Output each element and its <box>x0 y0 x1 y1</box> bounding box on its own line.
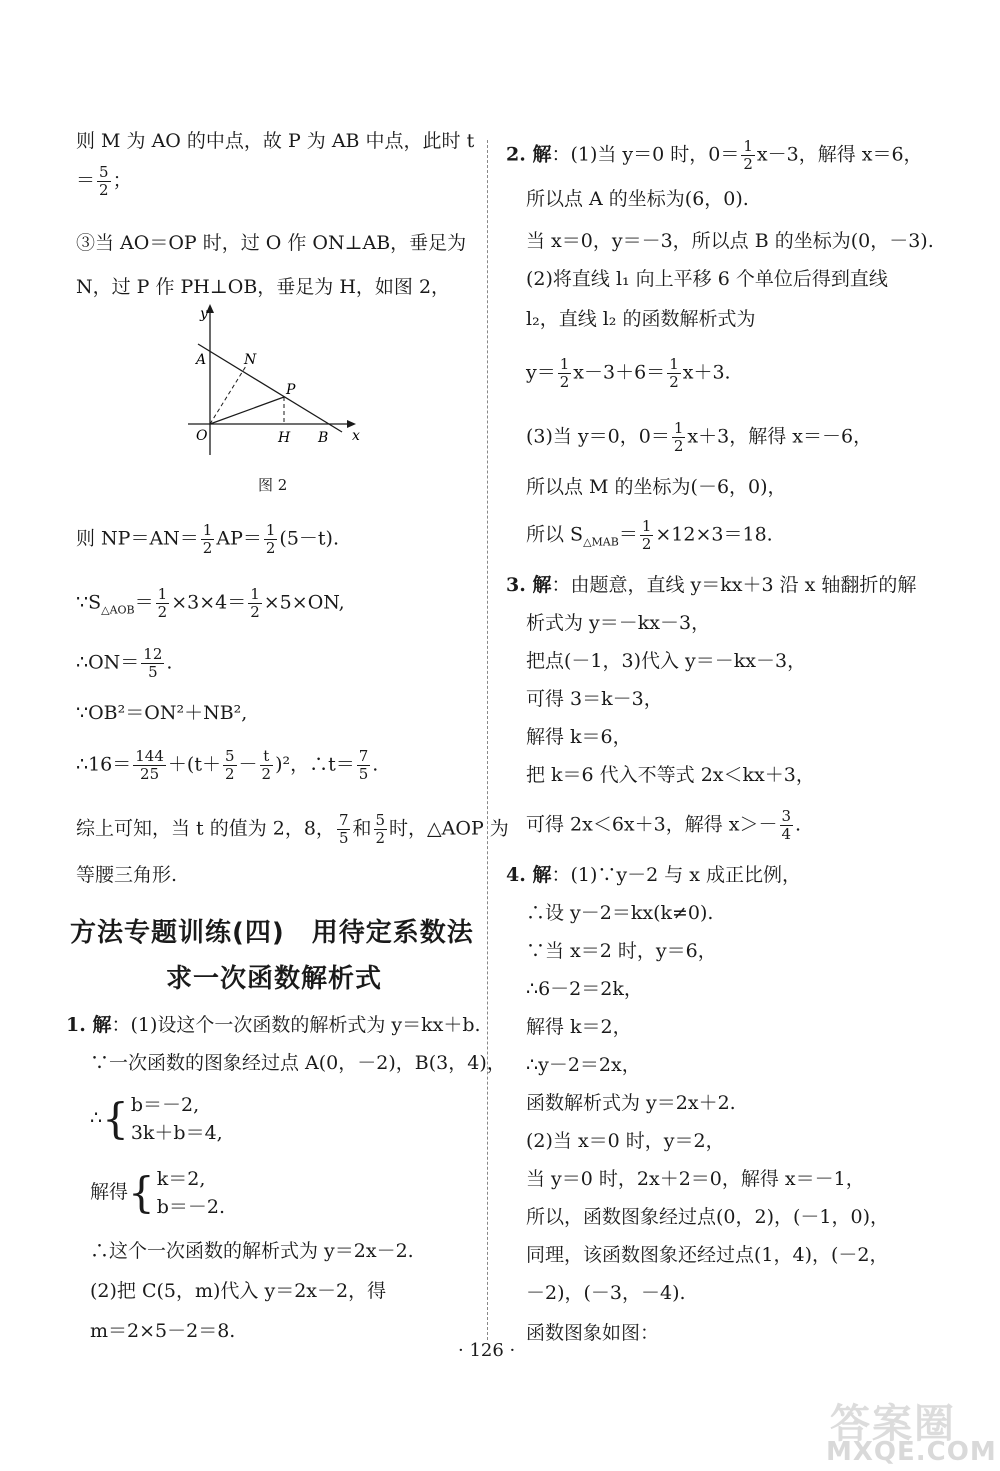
fraction <box>156 586 170 621</box>
denominator: 4 <box>781 825 792 843</box>
fraction <box>558 356 572 391</box>
denominator: 2 <box>641 535 652 553</box>
segment-on <box>210 366 246 424</box>
text: ×5×ON, <box>263 591 345 614</box>
label-n: N <box>244 352 257 368</box>
numerator: t <box>260 748 274 766</box>
text-line <box>66 1012 481 1038</box>
text: . <box>166 651 173 674</box>
text-line: 等腰三角形. <box>76 864 178 886</box>
problem-label: 2. 解 <box>506 143 552 166</box>
denominator: 2 <box>224 765 235 783</box>
label-p: P <box>286 382 296 398</box>
text-line: 把点(－1，3)代入 y＝－kx－3， <box>526 650 807 672</box>
subscript: △AOB <box>101 603 135 617</box>
text: 时，△AOP 为 <box>389 817 509 840</box>
text-line: ∵当 x＝2 时，y＝6， <box>526 940 717 962</box>
text: 综上可知，当 t 的值为 2，8， <box>76 817 335 840</box>
text-line: 则 M 为 AO 的中点，故 P 为 AB 中点，此时 t <box>76 130 475 152</box>
numerator: 5 <box>99 163 109 181</box>
page-number: · 126 · <box>458 1340 516 1361</box>
label-b: B <box>318 430 329 446</box>
fraction <box>337 812 351 847</box>
text-line: ∴设 y－2＝kx(k≠0). <box>526 902 714 924</box>
denominator: 2 <box>157 603 168 621</box>
text-line <box>526 518 773 555</box>
text-line: 函数解析式为 y＝2x＋2. <box>526 1092 736 1114</box>
section-heading: 方法专题训练(四) 用待定系数法 <box>70 918 474 948</box>
numerator: 12 <box>143 645 163 663</box>
text: ：(1)∵y－2 与 x 成正比例， <box>551 864 802 886</box>
text: ×3×4＝ <box>171 591 247 614</box>
text-line <box>76 164 132 199</box>
subscript: △MAB <box>583 535 619 549</box>
label-h: H <box>278 430 291 446</box>
numerator: 3 <box>781 807 792 825</box>
text: ：(1)当 y＝0 时，0＝ <box>551 143 740 166</box>
text: ×12×3＝18. <box>655 523 773 546</box>
text: AP＝ <box>216 527 262 550</box>
denominator: 2 <box>559 373 570 391</box>
text-line: (2)当 x＝0 时，y＝2， <box>526 1130 725 1152</box>
text: x－3＋6＝ <box>573 361 666 384</box>
text-line: N，过 P 作 PH⊥OB，垂足为 H，如图 2， <box>76 276 451 298</box>
denominator: 2 <box>265 539 276 557</box>
text-line <box>506 138 923 173</box>
numerator: 1 <box>157 585 168 603</box>
label-o: O <box>196 428 208 444</box>
denominator: 5 <box>358 765 369 783</box>
text: ＋(t＋ <box>167 753 221 776</box>
text-line: m＝2×5－2＝8. <box>90 1320 236 1342</box>
denominator: 2 <box>261 765 272 783</box>
text-line: ③当 AO＝OP 时，过 O 作 ON⊥AB，垂足为 <box>76 232 467 254</box>
text-line: 所以点 M 的坐标为(－6，0)， <box>526 476 787 498</box>
fraction <box>260 748 274 783</box>
denominator: 2 <box>375 829 386 847</box>
fraction <box>667 356 681 391</box>
left-brace: { <box>102 1094 129 1143</box>
text-line: 同理，该函数图象还经过点(1，4)，(－2， <box>526 1244 889 1266</box>
text: y＝ <box>526 361 556 384</box>
text-line <box>506 862 801 888</box>
text-line: ∴6－2＝2k， <box>526 978 643 1000</box>
equation-system <box>90 1164 225 1221</box>
section-heading: 求一次函数解析式 <box>166 964 383 994</box>
text: ＝ <box>618 523 638 546</box>
equation-system <box>90 1090 223 1147</box>
segment-op <box>210 397 284 424</box>
text-line: ∴这个一次函数的解析式为 y＝2x－2. <box>90 1240 414 1262</box>
text: ：由题意，直线 y＝kx＋3 沿 x 轴翻折的解 <box>551 574 917 596</box>
denominator: 2 <box>202 539 213 557</box>
problem-label: 4. 解 <box>506 864 552 886</box>
text: . <box>372 753 379 776</box>
text: x－3，解得 x＝6， <box>756 143 923 166</box>
label-x: x <box>352 428 360 444</box>
text: ∴ <box>90 1107 103 1129</box>
text: ∴16＝ <box>76 753 132 776</box>
text: － <box>238 753 258 776</box>
text: 可得 2x＜6x＋3，解得 x＞－ <box>526 813 778 836</box>
system-row: b＝－2. <box>156 1196 226 1218</box>
fraction <box>357 748 371 783</box>
line-ab <box>198 344 342 432</box>
denominator: 25 <box>140 765 160 783</box>
text: 解得 <box>90 1181 129 1203</box>
x-arrow <box>347 420 356 428</box>
left-brace: { <box>128 1168 155 1217</box>
text: x＋3. <box>682 361 731 384</box>
system-rows <box>157 1165 225 1221</box>
text: ＝ <box>76 169 96 192</box>
text-line: 函数图象如图： <box>526 1322 660 1344</box>
text-line: 把 k＝6 代入不等式 2x＜kx＋3， <box>526 764 815 786</box>
text: 则 NP＝AN＝ <box>76 527 199 550</box>
text-line: l₂，直线 l₂ 的函数解析式为 <box>526 308 756 330</box>
numerator: 1 <box>265 521 276 539</box>
text: 和 <box>352 817 372 840</box>
fraction <box>264 522 278 557</box>
numerator: 1 <box>250 585 260 603</box>
fraction <box>374 812 388 847</box>
text-line: (2)将直线 l₁ 向上平移 6 个单位后得到直线 <box>526 268 888 290</box>
text: ∵S <box>76 591 102 614</box>
text-line <box>76 586 345 623</box>
figure-2-diagram <box>180 300 380 470</box>
text-line <box>526 356 731 391</box>
system-row: k＝2, <box>156 1168 206 1190</box>
numerator: 1 <box>669 355 679 373</box>
text-line: 所以，函数图象经过点(0，2)，(－1，0)， <box>526 1206 890 1228</box>
system-row: b＝－2, <box>130 1094 200 1116</box>
text-line <box>76 748 378 783</box>
problem-label: 1. 解 <box>66 1014 112 1036</box>
text: (3)当 y＝0，0＝ <box>526 425 670 448</box>
denominator: 2 <box>99 181 109 199</box>
fraction <box>741 138 755 173</box>
text-line <box>526 808 801 843</box>
system-rows <box>131 1091 223 1147</box>
denominator: 2 <box>669 373 679 391</box>
text-line <box>76 522 339 557</box>
numerator: 1 <box>743 137 753 155</box>
text-line <box>506 572 916 598</box>
text: ＝ <box>134 591 154 614</box>
fraction <box>201 522 215 557</box>
text-line <box>76 812 509 847</box>
numerator: 5 <box>224 747 235 765</box>
text-line: 当 x＝0，y＝－3，所以点 B 的坐标为(0，－3). <box>526 230 934 252</box>
text: . <box>795 813 802 836</box>
problem-label: 3. 解 <box>506 574 552 596</box>
watermark-logo: 答案圈 <box>830 1401 956 1447</box>
numerator: 144 <box>135 747 164 765</box>
denominator: 2 <box>250 603 260 621</box>
numerator: 1 <box>641 517 652 535</box>
text-line <box>76 646 172 681</box>
text-line: 可得 3＝k－3， <box>526 688 663 710</box>
text-line <box>526 420 872 455</box>
fraction <box>248 586 262 621</box>
text: ：(1)设这个一次函数的解析式为 y＝kx＋b. <box>111 1014 481 1036</box>
text: 所以 S <box>526 523 584 546</box>
text: )²，∴t＝ <box>275 753 355 776</box>
numerator: 7 <box>358 747 369 765</box>
text-line: ∴y－2＝2x， <box>526 1054 641 1076</box>
system-row: 3k＋b＝4, <box>130 1122 223 1144</box>
label-y: y <box>200 306 208 322</box>
fraction <box>780 808 794 843</box>
fraction <box>223 748 237 783</box>
fraction <box>141 646 164 681</box>
figure-caption: 图 2 <box>258 476 288 494</box>
fraction <box>97 164 111 199</box>
numerator: 1 <box>673 419 684 437</box>
numerator: 1 <box>202 521 213 539</box>
text-line: －2)，(－3，－4). <box>526 1282 686 1304</box>
numerator: 7 <box>338 811 349 829</box>
text-line: 所以点 A 的坐标为(6，0). <box>526 188 749 210</box>
text-line: (2)把 C(5，m)代入 y＝2x－2，得 <box>90 1280 387 1302</box>
denominator: 2 <box>673 437 684 455</box>
text-line: 解得 k＝2， <box>526 1016 632 1038</box>
label-a: A <box>196 352 207 368</box>
column-divider <box>487 140 488 1340</box>
denominator: 5 <box>148 663 158 681</box>
text-line: ∵一次函数的图象经过点 A(0，－2)，B(3，4)， <box>90 1052 506 1074</box>
fraction <box>133 748 166 783</box>
fraction <box>640 518 654 553</box>
text-line: ∵OB²＝ON²＋NB², <box>76 702 248 724</box>
denominator: 2 <box>743 155 753 173</box>
numerator: 5 <box>375 811 386 829</box>
text: (5－t). <box>279 527 339 550</box>
text: x＋3，解得 x＝－6， <box>687 425 873 448</box>
text-line: 析式为 y＝－kx－3， <box>526 612 711 634</box>
fraction <box>672 420 686 455</box>
text: ∴ON＝ <box>76 651 140 674</box>
watermark-url: MXQE.COM <box>826 1437 997 1467</box>
text-line: 当 y＝0 时，2x＋2＝0，解得 x＝－1， <box>526 1168 865 1190</box>
text-line: 解得 k＝6， <box>526 726 632 748</box>
text: ； <box>112 169 132 192</box>
denominator: 5 <box>338 829 349 847</box>
numerator: 1 <box>559 355 570 373</box>
